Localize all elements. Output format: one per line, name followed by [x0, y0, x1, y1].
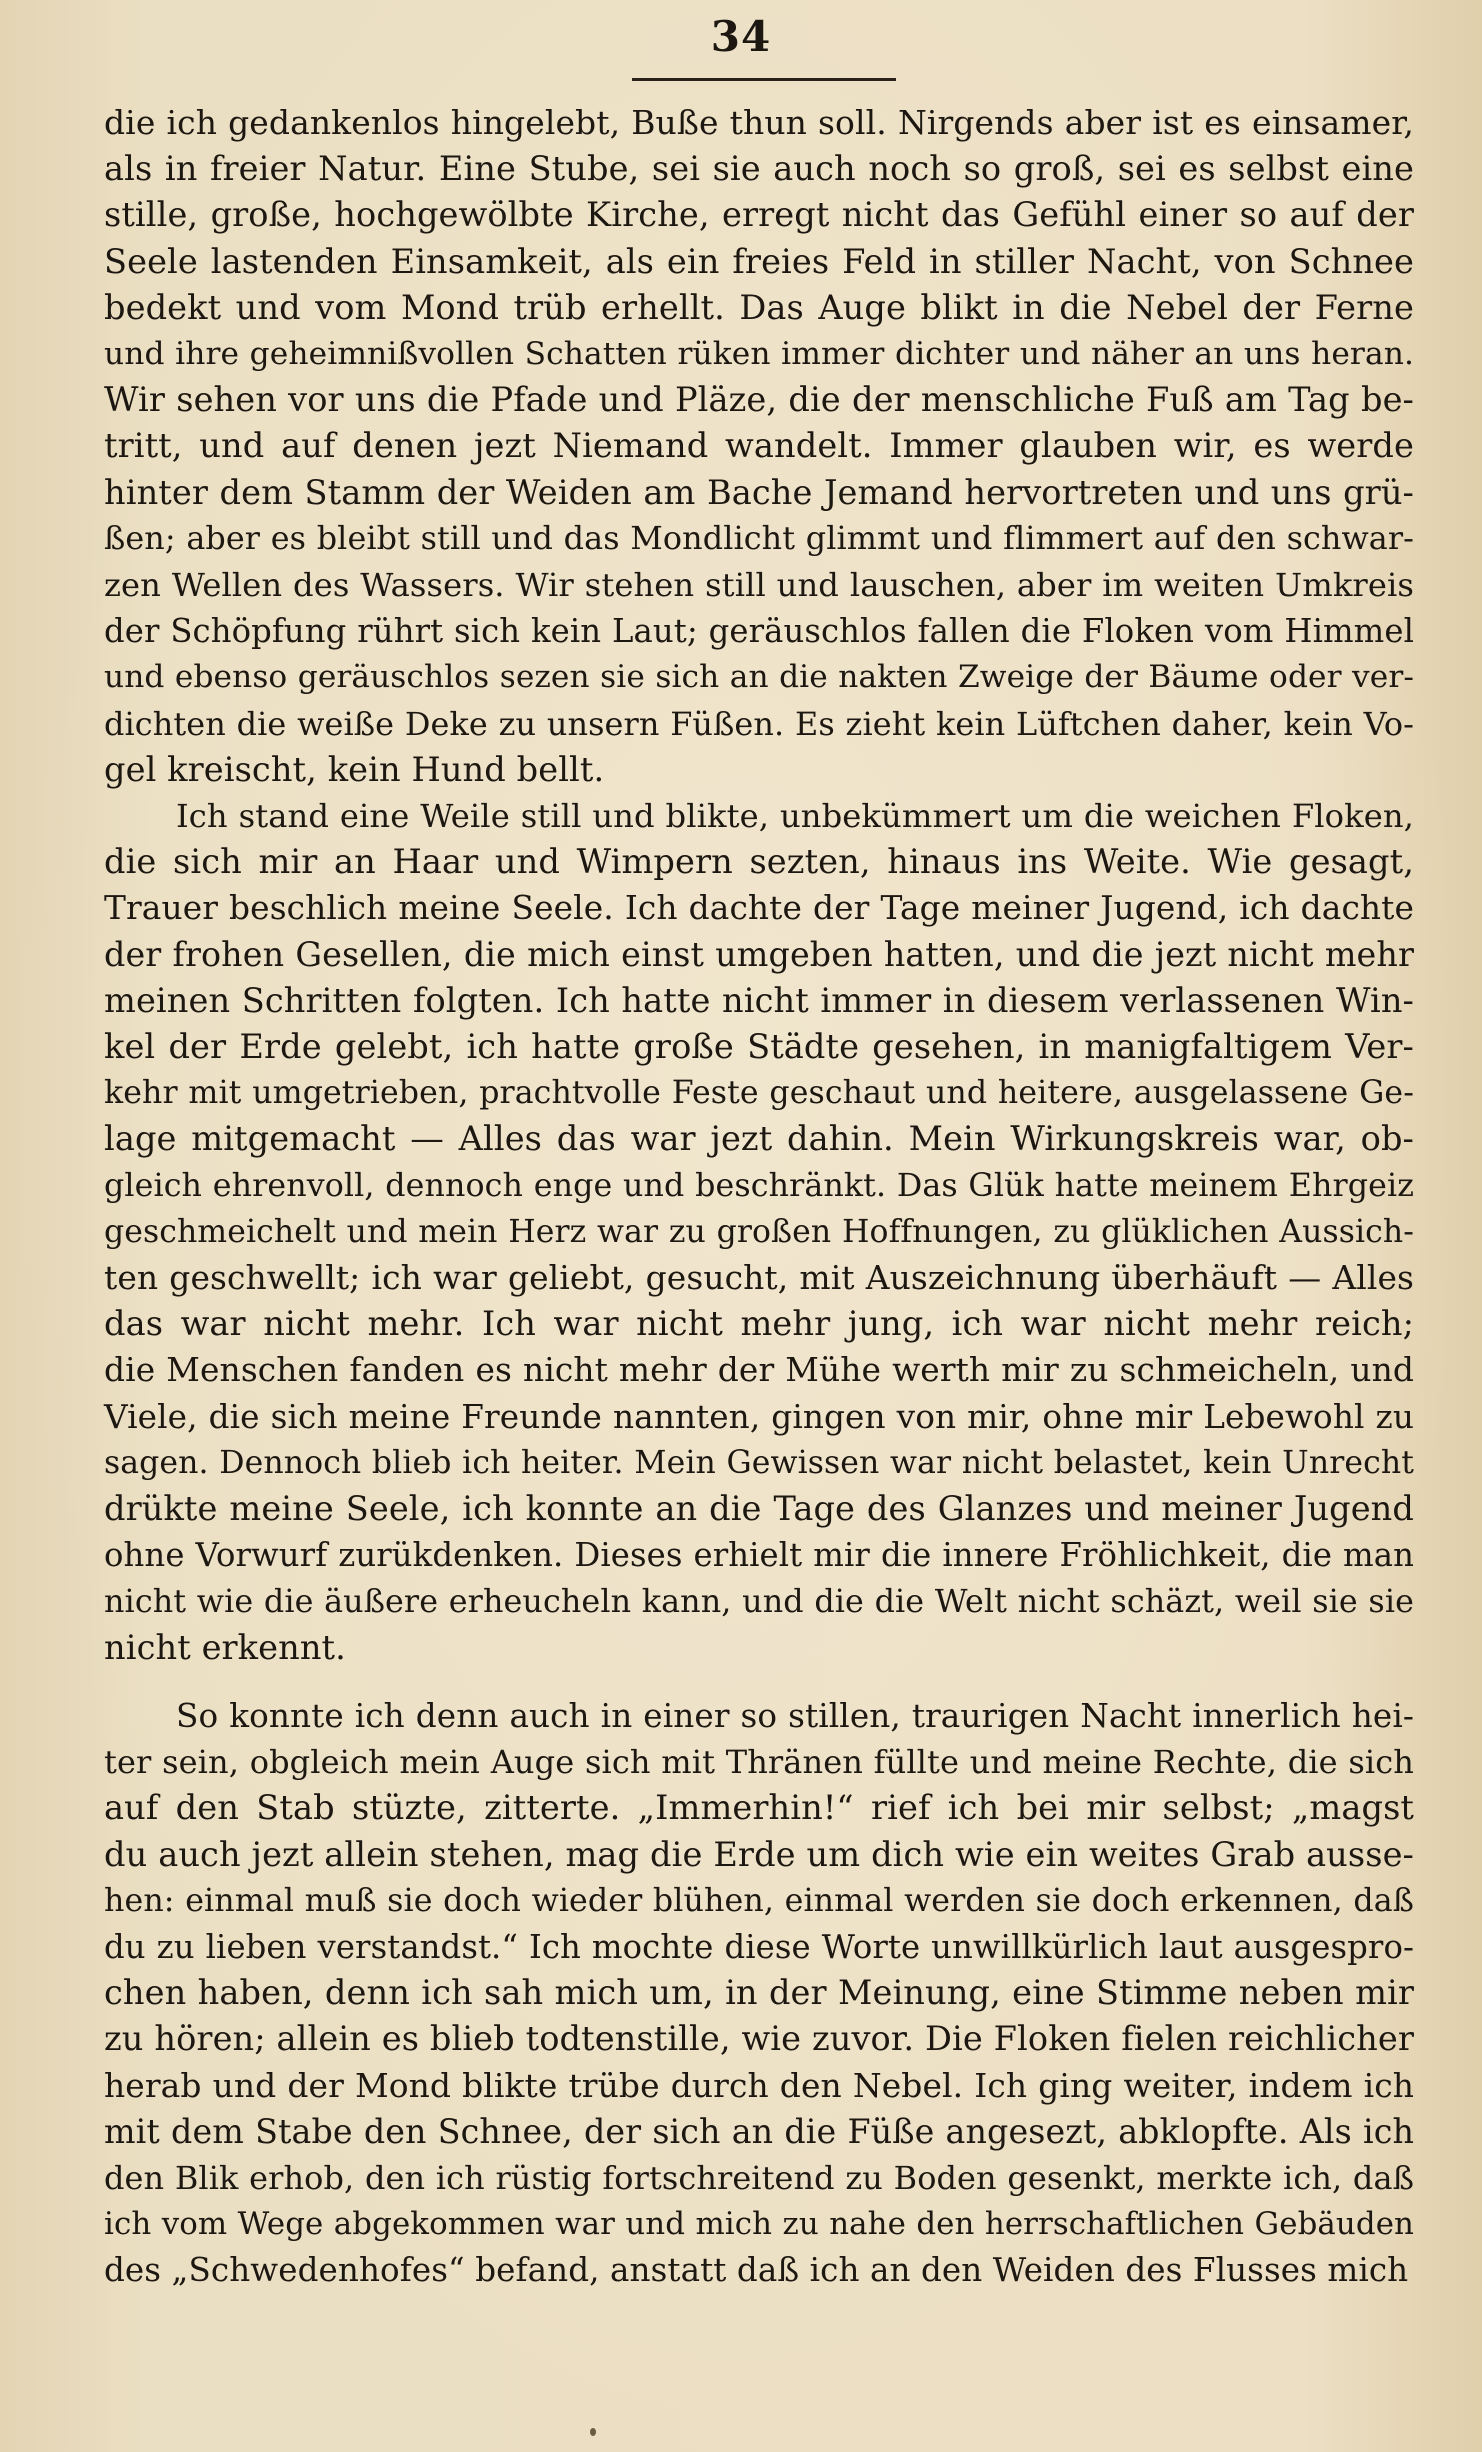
paragraph-2: [104, 793, 1414, 1671]
text-line: Wir sehen vor uns die Pfade und Pläze, die der menschliche Fuß am Tag be-: [104, 380, 1414, 420]
text-line: du auch jezt allein stehen, mag die Erde um dich wie ein weites Grab ausse-: [104, 1834, 1414, 1874]
text-line: kehr mit umgetrieben, prachtvolle Feste geschaut und heitere, ausgelassene Ge-: [104, 1075, 1414, 1112]
text-line: die Menschen fanden es nicht mehr der Mühe werth mir zu schmeicheln, und: [104, 1351, 1414, 1390]
text-line: als in freier Natur. Eine Stube, sei sie auch noch so groß, sei es selbst eine: [104, 149, 1414, 189]
text-line: chen haben, denn ich sah mich um, in der Meinung, eine Stimme neben mir: [104, 1973, 1414, 2013]
text-line: und ebenso geräuschlos sezen sie sich an die nakten Zweige der Bäume oder ver-: [104, 659, 1414, 696]
text-line: herab und der Mond blikte trübe durch den Nebel. Ich ging weiter, indem ich: [104, 2065, 1414, 2105]
text-line: mit dem Stabe den Schnee, der sich an die Füße angesezt, abklopfte. Als ich: [104, 2111, 1414, 2151]
text-line: der frohen Gesellen, die mich einst umgeben hatten, und die jezt nicht mehr: [104, 934, 1414, 974]
text-line: So konnte ich denn auch in einer so stillen, traurigen Nacht innerlich hei-: [176, 1696, 1414, 1735]
text-line: Seele lastenden Einsamkeit, als ein freies Feld in stiller Nacht, von Schnee: [104, 241, 1414, 281]
text-line: den Blik erhob, den ich rüstig fortschreitend zu Boden gesenkt, merkte ich, daß: [104, 2158, 1414, 2197]
text-line: tritt, und auf denen jezt Niemand wandelt. Immer glauben wir, es werde: [104, 426, 1414, 466]
text-line: stille, große, hochgewölbte Kirche, erregt nicht das Gefühl einer so auf der: [104, 195, 1414, 235]
text-line: gleich ehrenvoll, dennoch enge und beschränkt. Das Glük hatte meinem Ehrgeiz: [104, 1167, 1414, 1204]
text-line: sagen. Dennoch blieb ich heiter. Mein Gewissen war nicht belastet, kein Unrecht: [104, 1444, 1414, 1481]
paragraph-3: [104, 1693, 1414, 2294]
text-line: des „Schwedenhofes“ befand, anstatt daß ich an den Weiden des Flusses mich: [104, 2251, 1409, 2290]
text-line: nicht erkennt.: [104, 1627, 346, 1667]
text-line: kel der Erde gelebt, ich hatte große Städte gesehen, in manigfaltigem Ver-: [104, 1027, 1414, 1067]
text-line: Ich stand eine Weile still und blikte, unbekümmert um die weichen Floken,: [176, 797, 1414, 836]
text-line: dichten die weiße Deke zu unsern Füßen. Es zieht kein Lüftchen daher, kein Vo-: [104, 704, 1414, 743]
text-line: Viele, die sich meine Freunde nannten, gingen von mir, ohne mir Lebewohl zu: [104, 1397, 1414, 1436]
text-line: ich vom Wege abgekommen war und mich zu nahe den herrschaftlichen Gebäuden: [104, 2206, 1414, 2243]
text-line: zen Wellen des Wassers. Wir stehen still und lauschen, aber im weiten Umkreis: [104, 566, 1414, 605]
text-line: lage mitgemacht — Alles das war jezt dahin. Mein Wirkungskreis war, ob-: [104, 1119, 1414, 1159]
text-line: und ihre geheimnißvollen Schatten rüken immer dichter und näher an uns heran.: [104, 336, 1414, 373]
text-line: ter sein, obgleich mein Auge sich mit Thränen füllte und meine Rechte, die sich: [104, 1743, 1414, 1782]
page-number: 34: [710, 12, 772, 61]
body-text: [104, 100, 1414, 2294]
text-line: zu hören; allein es blieb todtenstille, wie zuvor. Die Floken fielen reichlicher: [104, 2019, 1414, 2059]
text-line: nicht wie die äußere erheucheln kann, und die die Welt nicht schäzt, weil sie sie: [104, 1583, 1414, 1620]
header-rule: [632, 78, 896, 81]
paper-speck: [590, 2428, 596, 2436]
text-line: du zu lieben verstandst.“ Ich mochte diese Worte unwillkürlich laut ausgespro-: [104, 1927, 1414, 1966]
paragraph-1: [104, 100, 1414, 793]
text-line: geschmeichelt und mein Herz war zu großen Hoffnungen, zu glüklichen Aussich-: [104, 1213, 1414, 1250]
text-line: drükte meine Seele, ich konnte an die Tage des Glanzes und meiner Jugend: [104, 1489, 1414, 1529]
text-line: die sich mir an Haar und Wimpern sezten, hinaus ins Weite. Wie gesagt,: [104, 842, 1414, 882]
text-line: ßen; aber es bleibt still und das Mondlicht glimmt und flimmert auf den schwar-: [104, 519, 1414, 557]
text-line: der Schöpfung rührt sich kein Laut; geräuschlos fallen die Floken vom Himmel: [104, 612, 1414, 651]
text-line: meinen Schritten folgten. Ich hatte nicht immer in diesem verlassenen Win-: [104, 980, 1414, 1020]
text-line: gel kreischt, kein Hund bellt.: [104, 749, 605, 789]
text-line: das war nicht mehr. Ich war nicht mehr jung, ich war nicht mehr reich;: [104, 1304, 1414, 1344]
text-line: bedekt und vom Mond trüb erhellt. Das Auge blikt in die Nebel der Ferne: [104, 287, 1414, 327]
text-line: Trauer beschlich meine Seele. Ich dachte der Tage meiner Jugend, ich dachte: [104, 889, 1414, 928]
text-line: hinter dem Stamm der Weiden am Bache Jemand hervortreten und uns grü-: [104, 472, 1414, 512]
text-line: hen: einmal muß sie doch wieder blühen, einmal werden sie doch erkennen, daß: [104, 1882, 1414, 1919]
text-line: die ich gedankenlos hingelebt, Buße thun soll. Nirgends aber ist es einsamer,: [104, 103, 1414, 142]
text-line: ten geschwellt; ich war geliebt, gesucht, mit Auszeichnung überhäuft — Alles: [104, 1258, 1414, 1298]
text-line: auf den Stab stüzte, zitterte. „Immerhin!“ rief ich bei mir selbst; „magst: [104, 1788, 1414, 1828]
text-line: ohne Vorwurf zurükdenken. Dieses erhielt mir die innere Fröhlichkeit, die man: [104, 1536, 1414, 1575]
